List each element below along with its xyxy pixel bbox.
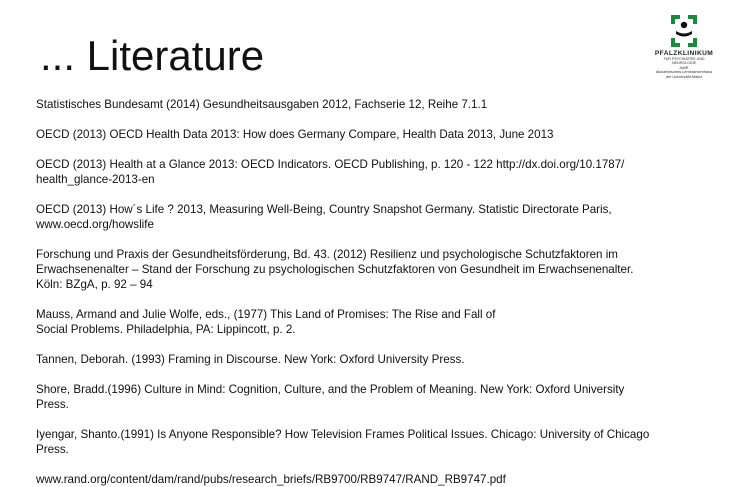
reference-item (36, 247, 726, 292)
reference-line: health_glance-2013-en (36, 173, 155, 186)
reference-item (36, 427, 726, 457)
logo-subtitle-3: AdöR (679, 65, 689, 70)
pfalzklinikum-logo-icon (665, 12, 703, 50)
reference-line: www.oecd.org/howslife (36, 218, 154, 231)
pfalzklinikum-logo (636, 12, 732, 98)
reference-line: Social Problems. Philadelphia, PA: Lippincott, p. 2. (36, 323, 296, 336)
reference-line: Mauss, Armand and Julie Wolfe, eds., (1977) This Land of Promises: The Rise and Fall of (36, 308, 496, 321)
reference-line: OECD (2013) How´s Life ? 2013, Measuring Well-Being, Country Snapshot Germany. Statistic Directorate Paris, (36, 203, 612, 216)
reference-line: Iyengar, Shanto.(1991) Is Anyone Responsible? How Television Frames Political Issues. Chicago: University of Chicago (36, 428, 650, 441)
reference-line: Tannen, Deborah. (1993) Framing in Discourse. New York: Oxford University Press. (36, 353, 465, 366)
logo-affiliation-1: Akademisches Lehrkrankenhaus (655, 69, 713, 75)
reference-item (36, 97, 726, 112)
reference-line: OECD (2013) Health at a Glance 2013: OECD Indicators. OECD Publishing, p. 120 - 122 http://dx.doi.org/10.1787/ (36, 158, 625, 171)
reference-line: Köln: BZgA, p. 92 – 94 (36, 278, 153, 291)
reference-line: OECD (2013) OECD Health Data 2013: How does Germany Compare, Health Data 2013, June 2013 (36, 128, 554, 141)
logo-affiliation-2: der Universität Mainz (665, 73, 703, 79)
reference-line: Shore, Bradd.(1996) Culture in Mind: Cognition, Culture, and the Problem of Meaning. New York: Oxford University (36, 383, 625, 396)
reference-line: Statistisches Bundesamt (2014) Gesundheitsausgaben 2012, Fachserie 12, Reihe 7.1.1 (36, 98, 488, 111)
slide-title: ... Literature (40, 32, 265, 79)
reference-item (36, 127, 726, 142)
logo-name: PFALZKLINIKUM (654, 50, 714, 57)
reference-link[interactable]: www.rand.org/content/dam/rand/pubs/research_briefs/RB9700/RB9747/RAND_RB9747.pdf (36, 473, 506, 486)
reference-line: Forschung und Praxis der Gesundheitsförderung, Bd. 43. (2012) Resilienz und psychologische Schutzfaktoren im (36, 248, 618, 261)
reference-item (36, 307, 726, 337)
reference-line: Press. (36, 443, 69, 456)
logo-subtitle-1: FÜR PSYCHIATRIE UND (663, 57, 705, 61)
logo-subtitle-2: NEUROLOGIE (672, 61, 696, 66)
reference-item (36, 202, 726, 232)
reference-line: Erwachsenenalter – Stand der Forschung zu psychologischen Schutzfaktoren von Gesundheit im Erwachsenenalter. (36, 263, 634, 276)
reference-item (36, 157, 726, 187)
reference-item[interactable] (36, 472, 726, 487)
reference-item (36, 382, 726, 412)
reference-line: Press. (36, 398, 69, 411)
reference-list (36, 97, 726, 487)
reference-item (36, 352, 726, 367)
